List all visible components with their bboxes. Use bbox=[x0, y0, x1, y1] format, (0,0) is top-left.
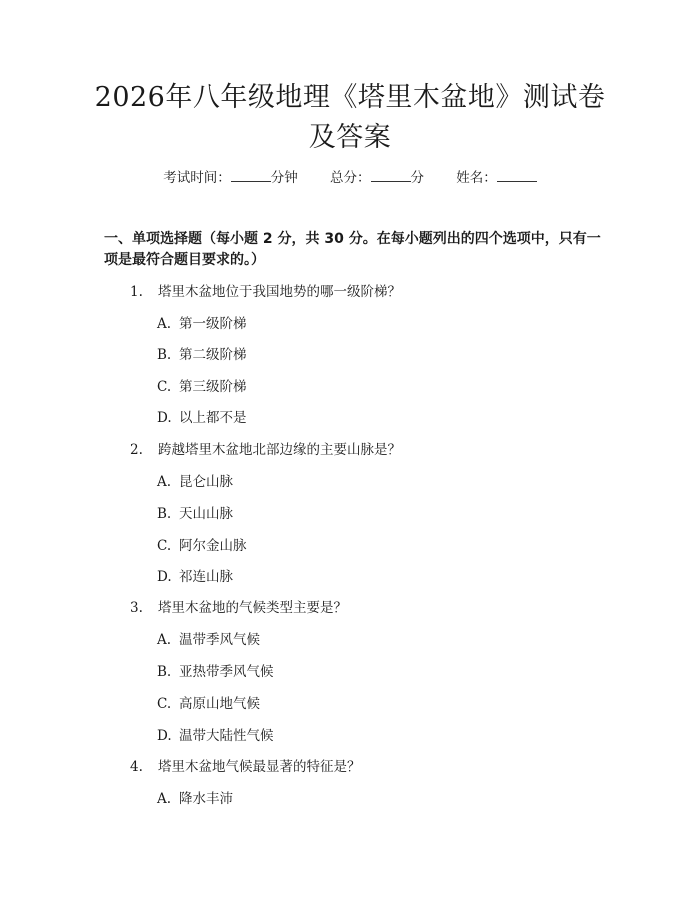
option-letter: B. bbox=[157, 664, 172, 680]
total-score-blank bbox=[371, 169, 411, 182]
option-text: 降水丰沛 bbox=[179, 791, 233, 807]
name-blank bbox=[497, 169, 537, 182]
option-text: 天山山脉 bbox=[179, 506, 233, 522]
option-letter: B. bbox=[157, 347, 172, 363]
total-score-unit: 分 bbox=[410, 170, 424, 186]
answer-option bbox=[157, 473, 233, 491]
option-text: 第一级阶梯 bbox=[179, 316, 247, 332]
section-heading: 一、单项选择题（每小题 2 分，共 30 分。在每小题列出的四个选项中，只有一项是最符合题目要求的。） bbox=[104, 231, 601, 268]
answer-option bbox=[157, 568, 233, 586]
option-letter: A. bbox=[157, 632, 172, 648]
question-number: 4. bbox=[130, 759, 143, 775]
answer-option bbox=[157, 409, 247, 427]
exam-time-blank bbox=[231, 169, 271, 182]
question-number: 2. bbox=[130, 442, 143, 458]
question-number: 3. bbox=[130, 600, 143, 616]
option-text: 以上都不是 bbox=[179, 410, 247, 426]
question-text: 跨越塔里木盆地北部边缘的主要山脉是？ bbox=[158, 442, 401, 458]
option-text: 昆仑山脉 bbox=[179, 474, 233, 490]
option-letter: D. bbox=[157, 728, 172, 744]
exam-info-line bbox=[0, 169, 700, 187]
option-text: 高原山地气候 bbox=[179, 696, 260, 712]
option-letter: A. bbox=[157, 474, 172, 490]
name-label: 姓名： bbox=[456, 170, 497, 186]
total-score-label: 总分： bbox=[330, 170, 371, 186]
option-text: 亚热带季风气候 bbox=[179, 664, 274, 680]
answer-option bbox=[157, 315, 247, 333]
name-field bbox=[456, 169, 537, 187]
document-title: 2026年八年级地理《塔里木盆地》测试卷及答案 bbox=[94, 82, 606, 153]
option-letter: A. bbox=[157, 791, 172, 807]
question-text: 塔里木盆地位于我国地势的哪一级阶梯？ bbox=[158, 284, 401, 300]
option-letter: A. bbox=[157, 316, 172, 332]
option-letter: C. bbox=[157, 379, 172, 395]
option-text: 祁连山脉 bbox=[179, 569, 233, 585]
option-text: 温带大陆性气候 bbox=[179, 728, 274, 744]
answer-option bbox=[157, 663, 274, 681]
question-text: 塔里木盆地的气候类型主要是？ bbox=[158, 600, 347, 616]
total-score-field bbox=[330, 169, 424, 187]
exam-time-unit: 分钟 bbox=[270, 170, 298, 186]
question-number: 1. bbox=[130, 284, 143, 300]
question-stem bbox=[130, 283, 401, 301]
answer-option bbox=[157, 346, 247, 364]
option-text: 第三级阶梯 bbox=[179, 379, 247, 395]
question-stem bbox=[130, 599, 347, 617]
option-letter: D. bbox=[157, 410, 172, 426]
option-letter: D. bbox=[157, 569, 172, 585]
option-text: 阿尔金山脉 bbox=[179, 538, 247, 554]
answer-option bbox=[157, 537, 247, 555]
exam-time-field bbox=[163, 169, 298, 187]
answer-option bbox=[157, 695, 260, 713]
option-letter: C. bbox=[157, 538, 172, 554]
question-text: 塔里木盆地气候最显著的特征是？ bbox=[158, 759, 361, 775]
answer-option bbox=[157, 505, 233, 523]
question-stem bbox=[130, 441, 401, 459]
option-letter: B. bbox=[157, 506, 172, 522]
answer-option bbox=[157, 790, 233, 808]
question-stem bbox=[130, 758, 361, 776]
option-text: 第二级阶梯 bbox=[179, 347, 247, 363]
option-text: 温带季风气候 bbox=[179, 632, 260, 648]
answer-option bbox=[157, 378, 247, 396]
answer-option bbox=[157, 631, 260, 649]
option-letter: C. bbox=[157, 696, 172, 712]
answer-option bbox=[157, 727, 274, 745]
exam-time-label: 考试时间： bbox=[163, 170, 231, 186]
